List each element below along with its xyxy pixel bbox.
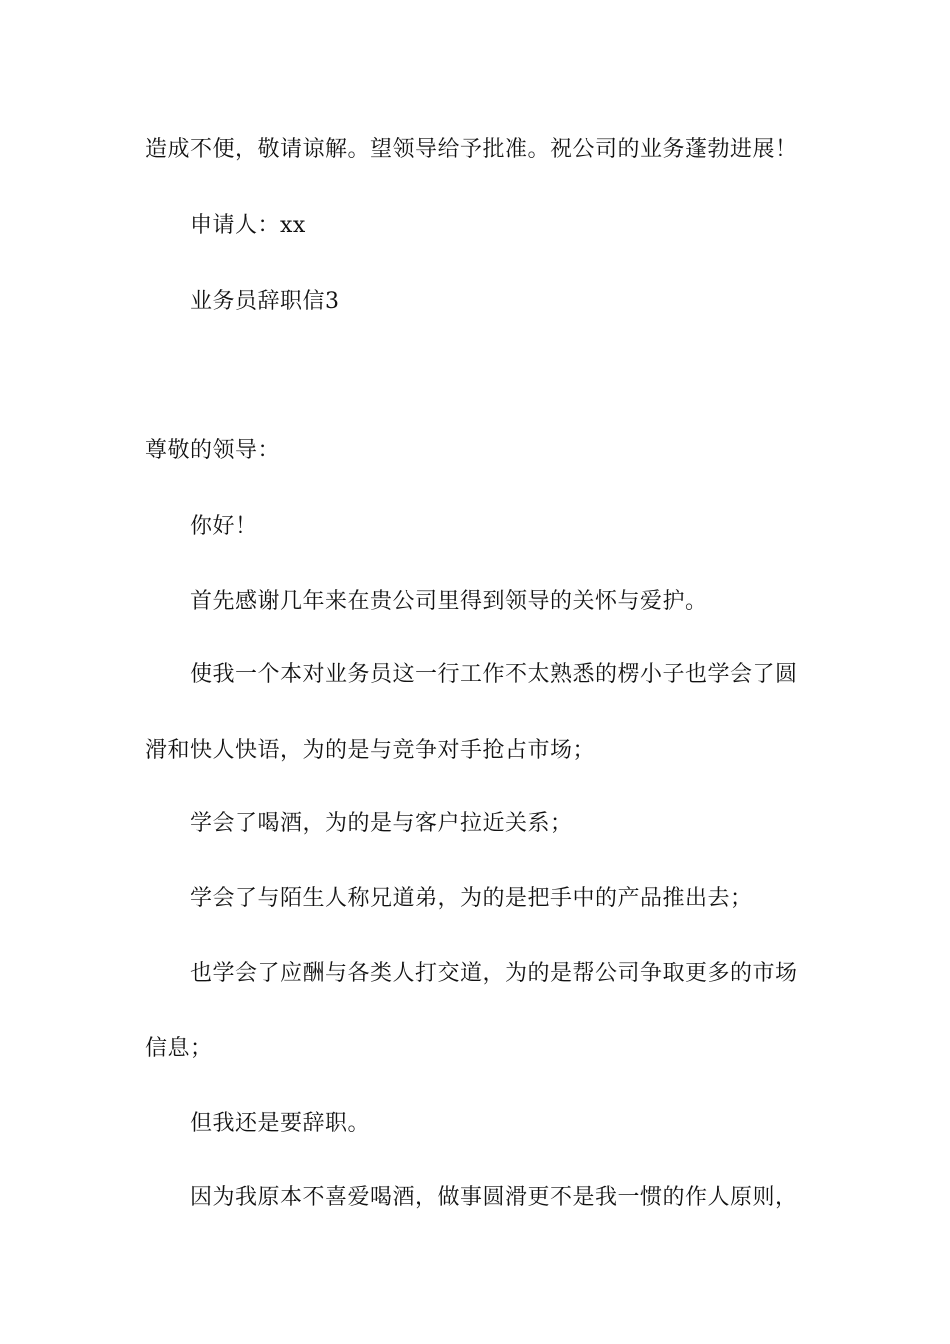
applicant-line: 申请人：xx [190,213,306,238]
paragraph-line: 滑和快人快语，为的是与竞争对手抢占市场； [145,738,596,763]
salutation: 尊敬的领导： [145,438,281,463]
paragraph-line: 学会了与陌生人称兄道弟，为的是把手中的产品推出去； [190,886,753,911]
paragraph-line: 信息； [145,1036,213,1061]
paragraph-line: 首先感谢几年来在贵公司里得到领导的关怀与爱护。 [190,589,708,614]
letter-heading: 业务员辞职信3 [190,289,340,314]
paragraph-line: 使我一个本对业务员这一行工作不太熟悉的楞小子也学会了圆 [190,662,798,687]
paragraph-line: 但我还是要辞职。 [190,1111,371,1136]
paragraph-line: 也学会了应酬与各类人打交道，为的是帮公司争取更多的市场 [190,961,798,986]
greeting: 你好！ [190,514,258,539]
paragraph-line: 因为我原本不喜爱喝酒，做事圆滑更不是我一惯的作人原则， [190,1185,798,1210]
paragraph-line: 学会了喝酒，为的是与客户拉近关系； [190,811,573,836]
paragraph-closing-line: 造成不便，敬请谅解。望领导给予批准。祝公司的业务蓬勃进展！ [145,137,798,162]
